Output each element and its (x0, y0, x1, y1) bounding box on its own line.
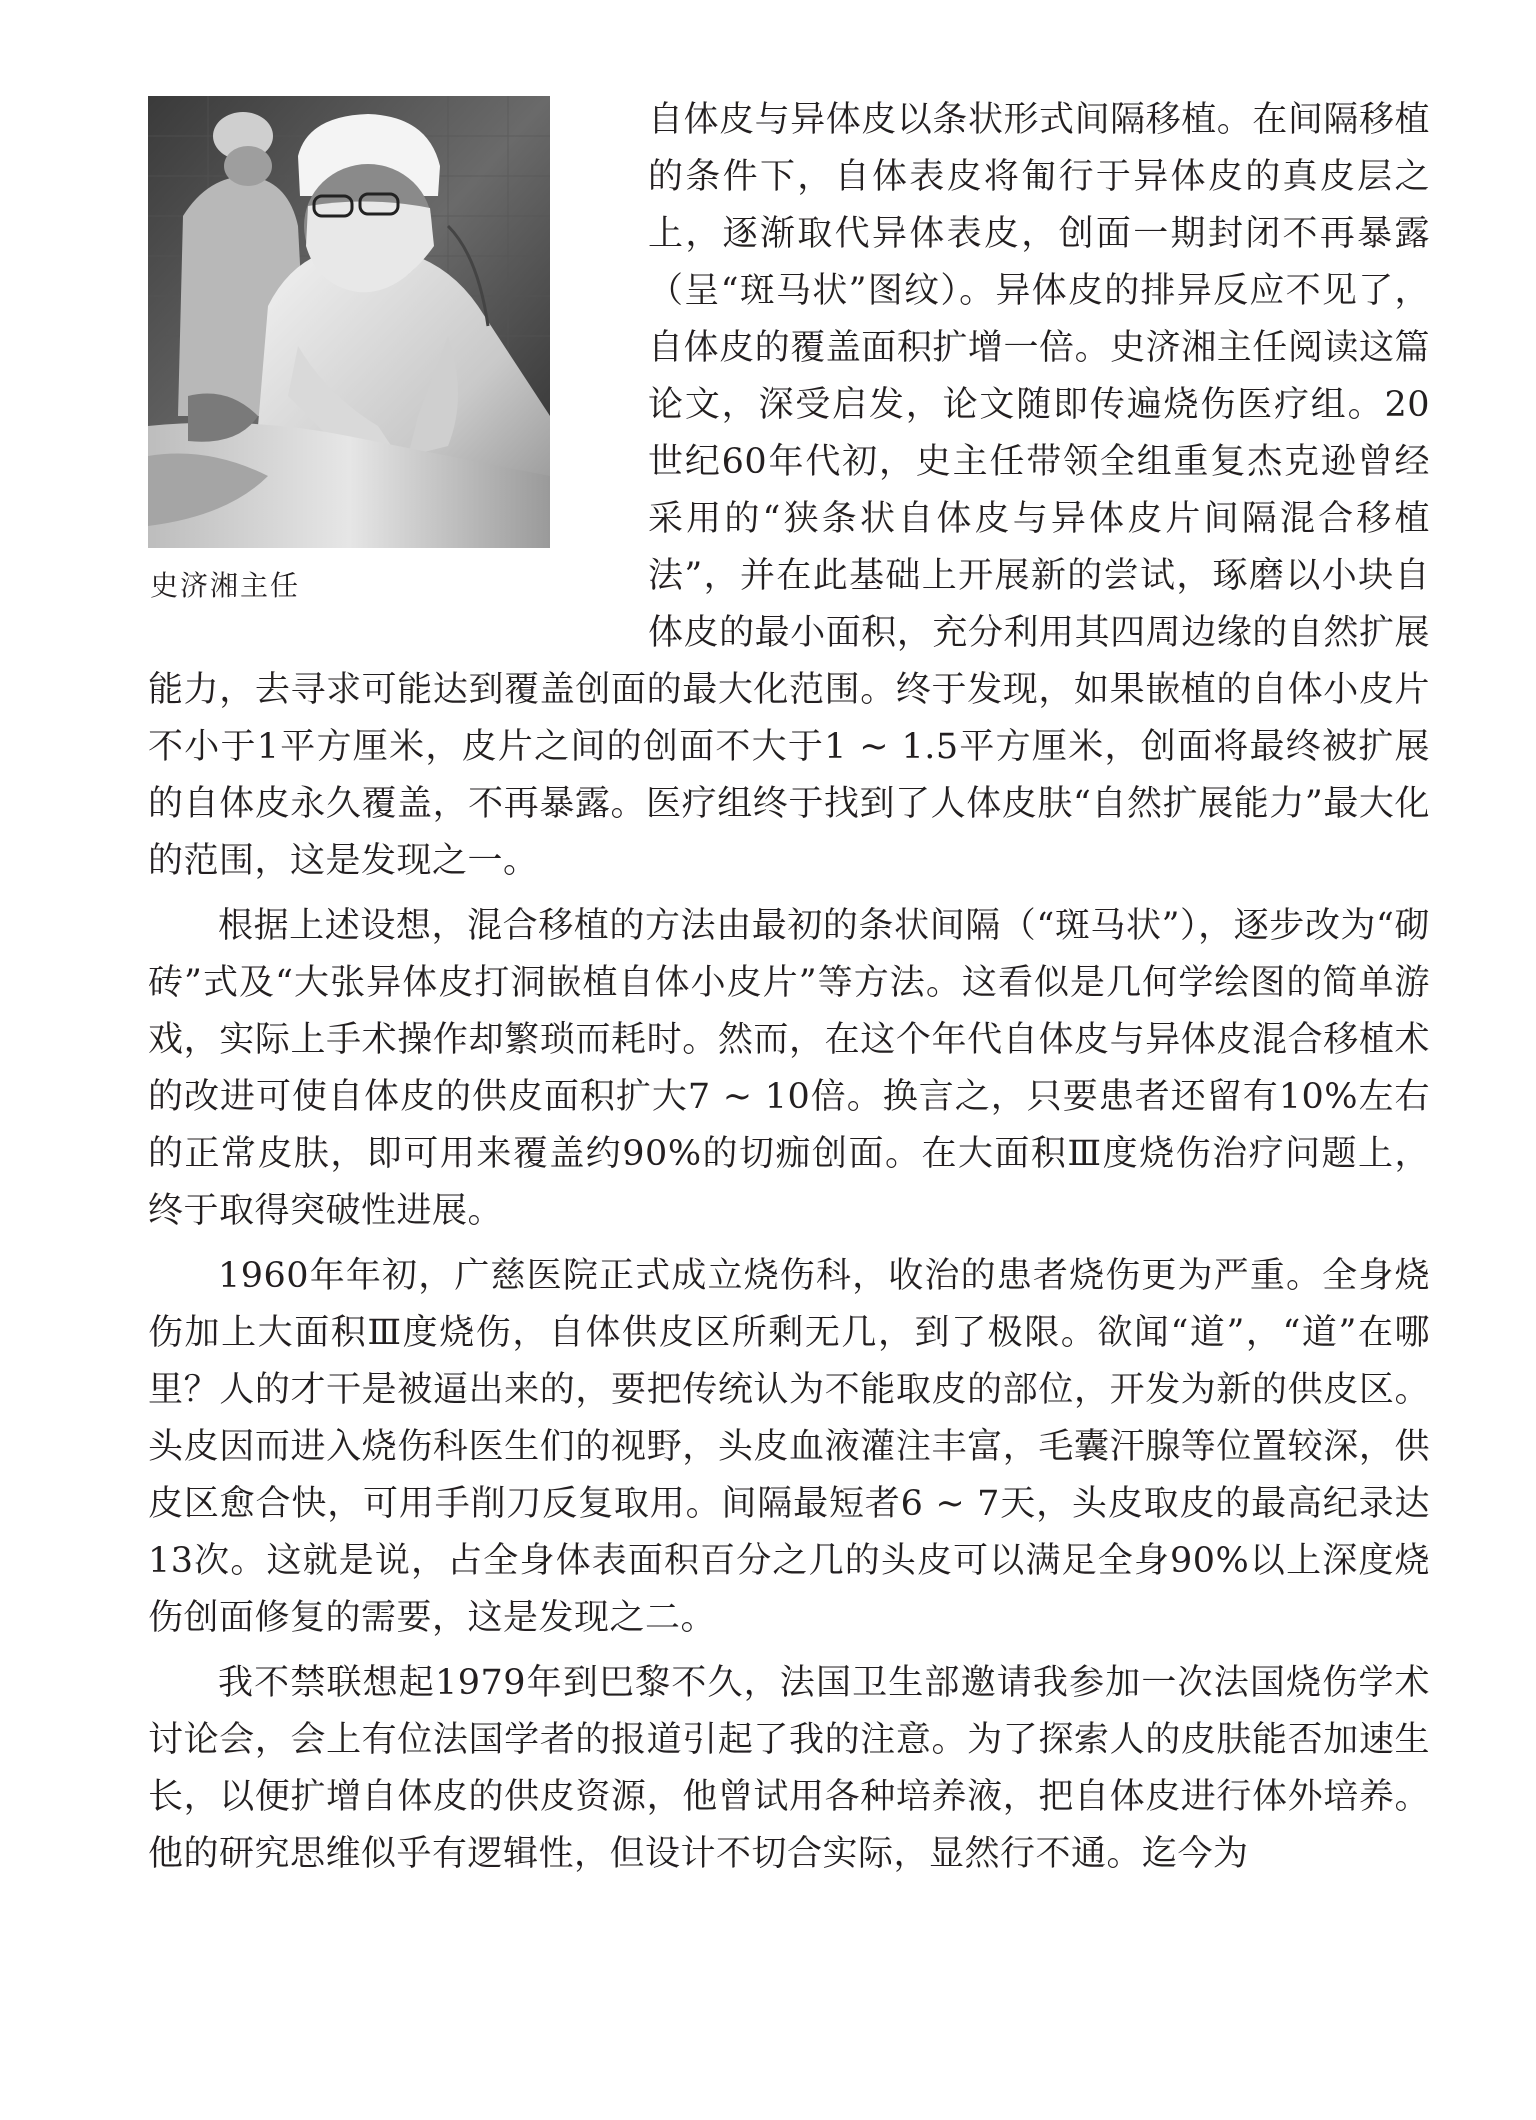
paragraph-3: 1960年年初，广慈医院正式成立烧伤科，收治的患者烧伤更为严重。全身烧伤加上大面积Ⅲ度烧伤，自体供皮区所剩无几，到了极限。欲闻“道”，“道”在哪里？人的才干是被逼出来的，要把传统认为不能取皮的部位，开发为新的供皮区。头皮因而进入烧伤科医生们的视野，头皮血液灌注丰富，毛囊汗腺等位置较深，供皮区愈合快，可用手削刀反复取用。间隔最短者6 ~ 7天，头皮取皮的最高纪录达13次。这就是说，占全身体表面积百分之几的头皮可以满足全身90%以上深度烧伤创面修复的需要，这是发现之二。 (148, 1256, 1430, 1638)
paragraph-2: 根据上述设想，混合移植的方法由最初的条状间隔（“斑马状”），逐步改为“砌砖”式及“大张异体皮打洞嵌植自体小皮片”等方法。这看似是几何学绘图的简单游戏，实际上手术操作却繁琐而耗时。然而，在这个年代自体皮与异体皮混合移植术的改进可使自体皮的供皮面积扩大7 ~ 10倍。换言之，只要患者还留有10%左右的正常皮肤，即可用来覆盖约90%的切痂创面。在大面积Ⅲ度烧伤治疗问题上，终于取得突破性进展。 (148, 906, 1430, 1231)
paragraph-4: 我不禁联想起1979年到巴黎不久，法国卫生部邀请我参加一次法国烧伤学术讨论会，会上有位法国学者的报道引起了我的注意。为了探索人的皮肤能否加速生长，以便扩增自体皮的供皮资源，他曾试用各种培养液，把自体皮进行体外培养。他的研究思维似乎有逻辑性，但设计不切合实际，显然行不通。迄今为 (148, 1663, 1430, 1874)
figure-caption: 史济湘主任 (150, 569, 301, 602)
paragraph-1: 自体皮与异体皮以条状形式间隔移植。在间隔移植的条件下，自体表皮将匍行于异体皮的真皮层之上，逐渐取代异体表皮，创面一期封闭不再暴露（呈“斑马状”图纹）。异体皮的排异反应不见了，自体皮的覆盖面积扩增一倍。史济湘主任阅读这篇论文，深受启发，论文随即传遍烧伤医疗组。20世纪60年代初，史主任带领全组重复杰克逊曾经采用的“狭条状自体皮与异体皮片间隔混合移植法”，并在此基础上开展新的尝试，琢磨以小块自体皮的最小面积，充分利用其四周边缘的自然扩展能力，去寻求可能达到覆盖创面的最大化范围。终于发现，如果嵌植的自体小皮片不小于1平方厘米，皮片之间的创面不大于1 ~ 1.5平方厘米，创面将最终被扩展的自体皮永久覆盖，不再暴露。医疗组终于找到了人体皮肤“自然扩展能力”最大化的范围，这是发现之一。 (148, 100, 1430, 881)
book-page (148, 92, 1430, 1883)
figure (148, 92, 618, 606)
surgeon-photo (148, 96, 550, 548)
